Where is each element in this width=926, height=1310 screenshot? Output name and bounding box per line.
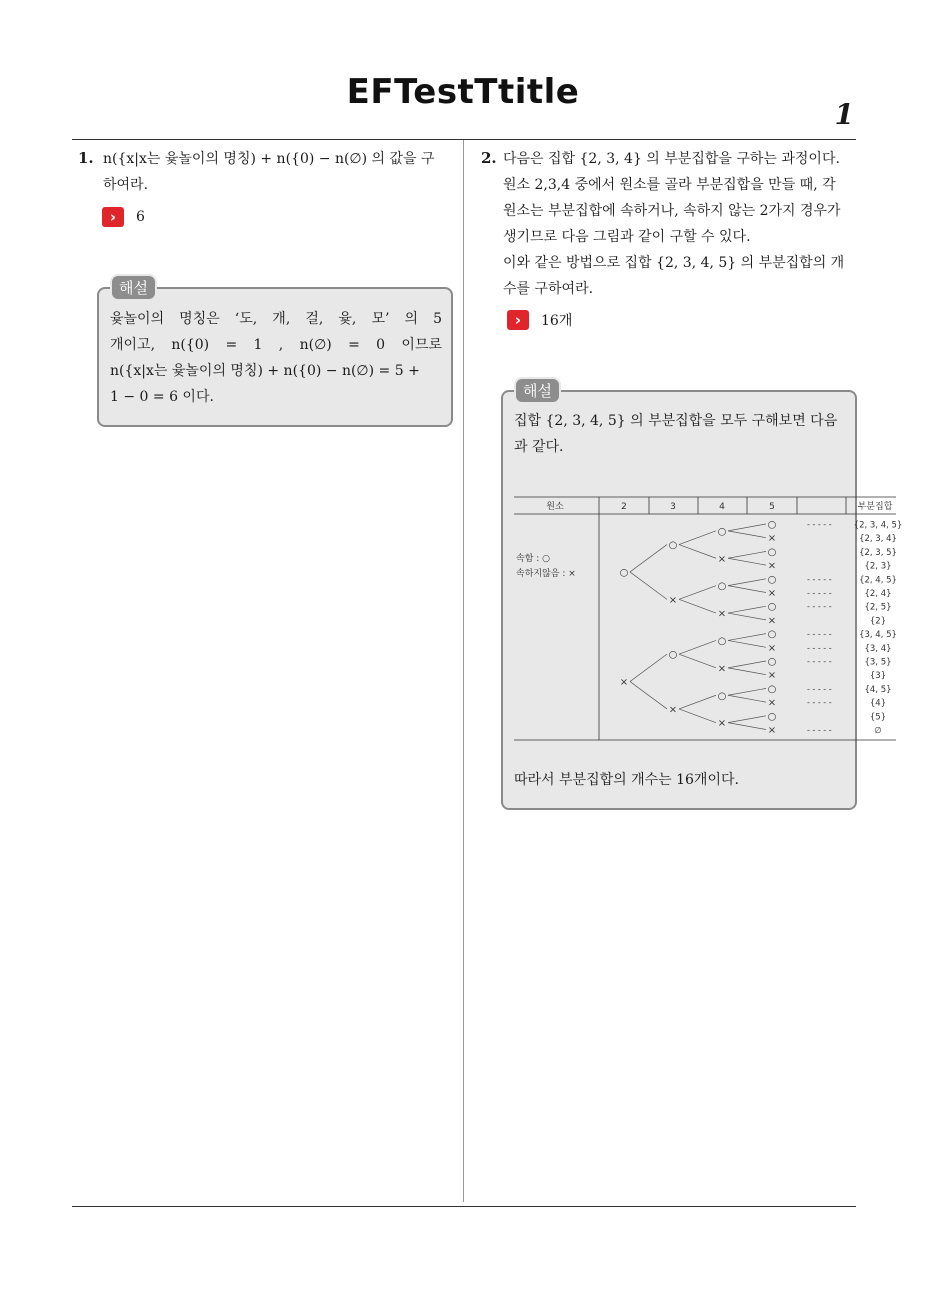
q2-text-line: 다음은 집합 {2, 3, 4} 의 부분집합을 구하는 과정이다. (503, 151, 840, 167)
tree-header: 4 (719, 502, 725, 512)
tree-node-out: × (717, 663, 727, 675)
chevron-right-icon: › (507, 310, 529, 330)
tree-node-in: ○ (767, 546, 777, 558)
q1-solution-line: n({x|x는 윷놀이의 명칭) + n({0) − n(∅) = 5 + (110, 363, 420, 379)
tree-branch (679, 640, 716, 654)
tree-node-out: × (668, 594, 678, 606)
tree-node-out: × (619, 677, 629, 689)
tree-subset-label: {2, 3, 4, 5} (853, 520, 903, 531)
tree-subset-label: {2, 4} (864, 589, 892, 599)
tree-legend-in: 속함 : ○ (516, 554, 550, 564)
tree-node-out: × (767, 533, 777, 545)
tree-dash: - - - - - (807, 684, 832, 694)
tree-branch (728, 606, 766, 613)
q1-solution-text (110, 306, 442, 410)
tree-branch (728, 558, 766, 565)
q1-solution-tag: 해설 (110, 274, 157, 301)
tree-node-in: ○ (717, 635, 727, 647)
tree-branch (630, 545, 667, 572)
q2-text-line: 원소는 부분집합에 속하거나, 속하지 않는 2가지 경우가 (503, 203, 841, 219)
tree-subset-label: {3, 4, 5} (859, 630, 897, 641)
document-title: EFTestTtitle (346, 72, 580, 112)
q1-text-line: n({x|x는 윷놀이의 명칭) + n({0) − n(∅) 의 값을 구 (103, 151, 435, 167)
tree-subset-label: {2, 3, 5} (859, 547, 897, 558)
tree-subset-label: {5} (869, 712, 887, 723)
tree-header: 2 (621, 502, 627, 512)
tree-header: 5 (769, 502, 775, 512)
tree-header: 3 (670, 502, 676, 512)
tree-subset-label: {2} (869, 616, 887, 627)
tree-node-in: ○ (767, 574, 777, 586)
tree-branch (728, 661, 766, 668)
q2-text-line: 이와 같은 방법으로 집합 {2, 3, 4, 5} 의 부분집합의 개 (503, 255, 845, 271)
tree-branch (728, 723, 766, 730)
tree-node-in: ○ (767, 519, 777, 531)
tree-node-out: × (767, 697, 777, 709)
tree-subset-label: {3} (869, 671, 887, 682)
tree-node-out: × (767, 642, 777, 654)
tree-node-in: ○ (668, 540, 678, 552)
q2-solution-line: 과 같다. (514, 439, 564, 455)
tree-node-out: × (767, 670, 777, 682)
q2-text (503, 146, 859, 302)
tree-branch (679, 531, 716, 545)
tree-branch (728, 551, 766, 558)
q1-answer (102, 207, 145, 227)
tree-node-out: × (767, 615, 777, 627)
q1-number: 1. (78, 149, 94, 167)
tree-branch (728, 688, 766, 695)
tree-branch (728, 668, 766, 675)
tree-dash: - - - - - (807, 588, 832, 598)
q2-solution-text (514, 408, 848, 460)
tree-subset-label: {2, 5} (864, 602, 892, 613)
q1-solution-line: 개이고, n({0) = 1 , n(∅) = 0 이므로 (110, 337, 442, 353)
tree-subset-label: ∅ (874, 726, 882, 736)
tree-dash: - - - - - (807, 643, 832, 653)
tree-branch (679, 654, 716, 668)
q2-text-line: 원소 2,3,4 중에서 원소를 골라 부분집합을 만들 때, 각 (503, 177, 836, 193)
tree-branch (728, 531, 766, 538)
tree-dash: - - - - - (807, 629, 832, 639)
tree-node-in: ○ (668, 649, 678, 661)
tree-node-out: × (767, 725, 777, 736)
q1-text-line: 하여라. (103, 177, 149, 193)
tree-legend-out: 속하지않음 : × (516, 569, 576, 579)
tree-branch (728, 579, 766, 586)
column-divider (463, 140, 464, 1202)
q2-text-line: 생기므로 다음 그림과 같이 구할 수 있다. (503, 229, 751, 245)
tree-subset-label: {4, 5} (864, 684, 892, 695)
tree-dash: - - - - - (807, 657, 832, 666)
tree-node-in: ○ (717, 581, 727, 593)
q2-text-line: 수를 구하여라. (503, 281, 594, 297)
q1-solution-line: 윷놀이의 명칭은 ‘도, 개, 걸, 윷, 모’ 의 5 (110, 311, 442, 327)
chevron-right-icon: › (102, 207, 124, 227)
tree-node-out: × (668, 704, 678, 716)
tree-node-out: × (717, 608, 727, 620)
tree-subset-label: {2, 3} (864, 561, 892, 572)
tree-subset-label: {3, 4} (864, 643, 892, 654)
tree-subset-label: {3, 5} (864, 657, 892, 668)
tree-subset-label: {4} (869, 698, 887, 709)
tree-branch (630, 682, 667, 709)
tree-node-out: × (717, 718, 727, 730)
q1-solution-line: 1 − 0 = 6 이다. (110, 389, 214, 405)
tree-branch (728, 613, 766, 620)
tree-node-in: ○ (767, 601, 777, 613)
tree-branch (679, 599, 716, 613)
tree-branch (630, 654, 667, 681)
tree-dash: - - - - - (807, 520, 832, 529)
tree-header: 원소 (546, 502, 564, 512)
tree-branch (728, 524, 766, 531)
tree-node-in: ○ (717, 526, 727, 538)
tree-branch (679, 586, 716, 600)
q2-conclusion: 따라서 부분집합의 개수는 16개이다. (514, 772, 739, 788)
tree-node-in: ○ (767, 683, 777, 695)
tree-node-out: × (767, 560, 777, 572)
tree-branch (728, 640, 766, 647)
tree-dash: - - - - - (807, 602, 832, 612)
q1-answer-value: 6 (136, 209, 145, 225)
q2-answer-value: 16개 (541, 313, 573, 329)
tree-dash: - - - - - (807, 698, 832, 708)
tree-header: 부분집합 (857, 502, 893, 512)
tree-dash: - - - - - (807, 574, 832, 584)
tree-node-in: ○ (619, 567, 629, 579)
tree-subset-label: {2, 3, 4} (859, 534, 897, 545)
tree-node-in: ○ (767, 629, 777, 641)
tree-node-out: × (767, 588, 777, 599)
footer-rule (72, 1206, 856, 1207)
tree-branch (679, 695, 716, 709)
q1-text (103, 146, 458, 198)
q2-answer (507, 310, 572, 330)
tree-branch (728, 634, 766, 641)
tree-node-in: ○ (717, 690, 727, 702)
page-number: 1 (834, 98, 854, 131)
tree-branch (728, 716, 766, 723)
tree-dash: - - - - - (807, 725, 832, 735)
q2-solution-tag: 해설 (514, 377, 561, 404)
tree-node-out: × (717, 553, 727, 565)
tree-branch (630, 572, 667, 599)
tree-subset-label: {2, 4, 5} (859, 575, 897, 586)
tree-node-in: ○ (767, 656, 777, 668)
tree-node-in: ○ (767, 711, 777, 723)
subset-tree-diagram (510, 490, 910, 750)
header-rule (72, 139, 856, 140)
tree-branch (728, 586, 766, 593)
q2-number: 2. (481, 149, 497, 167)
q2-solution-line: 집합 {2, 3, 4, 5} 의 부분집합을 모두 구해보면 다음 (514, 413, 838, 429)
tree-branch (679, 545, 716, 559)
tree-branch (728, 695, 766, 702)
tree-branch (679, 709, 716, 723)
